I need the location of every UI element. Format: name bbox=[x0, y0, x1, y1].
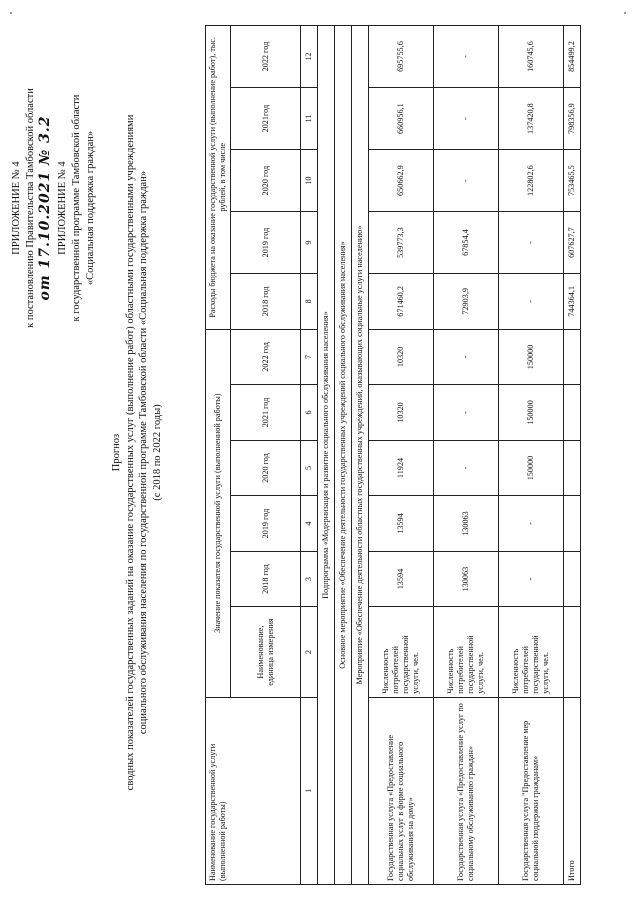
col-number: 5 bbox=[301, 440, 318, 496]
total-label: Итого bbox=[564, 697, 581, 884]
indicator-cell: - bbox=[499, 496, 564, 552]
empty-cell bbox=[564, 551, 581, 607]
empty-cell bbox=[564, 496, 581, 552]
program-ref: к государственной программе Тамбовской области bbox=[71, 94, 82, 322]
total-budget-cell: 744364,1 bbox=[564, 274, 581, 330]
col-number: 6 bbox=[301, 385, 318, 441]
budget-cell: 650662,9 bbox=[369, 150, 434, 212]
budget-cell: 695755,6 bbox=[369, 26, 434, 88]
total-budget-cell: 854499,2 bbox=[564, 26, 581, 88]
indicator-cell: 10320 bbox=[369, 385, 434, 441]
measure-title: Мероприятие «Обеспечение деятельности областных государственных учреждений, оказывающих социальные услуги населению» bbox=[352, 26, 369, 885]
col-number: 8 bbox=[301, 274, 318, 330]
column-number-row bbox=[301, 26, 318, 885]
appendix-label: ПРИЛОЖЕНИЕ № 4 bbox=[11, 161, 22, 255]
header-block bbox=[10, 28, 98, 388]
budget-cell: 67854,4 bbox=[434, 212, 499, 274]
budget-cell: 671460,2 bbox=[369, 274, 434, 330]
col-number: 12 bbox=[301, 26, 318, 88]
indicator-cell: - bbox=[434, 385, 499, 441]
indicator-cell: - bbox=[499, 551, 564, 607]
budget-cell: 660956,1 bbox=[369, 88, 434, 150]
indicator-cell: 130063 bbox=[434, 551, 499, 607]
col-service-header: Наименование государственной услуги (выполненной работы) bbox=[206, 697, 301, 884]
col-number: 10 bbox=[301, 150, 318, 212]
col-number: 1 bbox=[301, 697, 318, 884]
measure-row bbox=[352, 26, 369, 885]
subprogram-row bbox=[318, 26, 335, 885]
indicator-cell: 150000 bbox=[499, 329, 564, 385]
col-number: 7 bbox=[301, 329, 318, 385]
subprogram-title: Подпрограмма «Модернизация и развитие социального обслуживания населения» bbox=[318, 26, 335, 885]
year-header: 2020 год bbox=[231, 440, 301, 496]
empty-cell bbox=[564, 607, 581, 697]
budget-cell: - bbox=[434, 88, 499, 150]
year-header: 2019 год bbox=[231, 496, 301, 552]
indicator-cell: 13594 bbox=[369, 496, 434, 552]
title-line-3: социального обслуживания населения по государственной программе Тамбовской области «Социальная поддержка граждан» bbox=[138, 170, 149, 735]
appendix-label-2: ПРИЛОЖЕНИЕ № 4 bbox=[57, 161, 68, 255]
indicator-cell: - bbox=[434, 329, 499, 385]
document-title bbox=[110, 80, 164, 825]
budget-year-header: 2021год bbox=[231, 88, 301, 150]
budget-cell: 539773,3 bbox=[369, 212, 434, 274]
service-name: Государственная услуга "Предоставление мер социальной поддержки гражданам» bbox=[499, 697, 564, 884]
budget-cell: - bbox=[499, 274, 564, 330]
title-line-4: (с 2018 по 2022 годы) bbox=[151, 404, 163, 501]
year-header: 2018 год bbox=[231, 551, 301, 607]
indicator-cell: 130063 bbox=[434, 496, 499, 552]
table-row bbox=[434, 26, 499, 885]
main-measure-row bbox=[335, 26, 352, 885]
indicator-cell: 150000 bbox=[499, 440, 564, 496]
col-unit-header: Наименование, единица измерения bbox=[231, 607, 301, 697]
total-budget-cell: 607627,7 bbox=[564, 212, 581, 274]
budget-cell: 160745,6 bbox=[499, 26, 564, 88]
budget-year-header: 2018 год bbox=[231, 274, 301, 330]
indicator-cell: 150000 bbox=[499, 385, 564, 441]
budget-year-header: 2020 год bbox=[231, 150, 301, 212]
indicator-cell: - bbox=[434, 440, 499, 496]
total-row bbox=[564, 26, 581, 885]
budget-year-header: 2019 год bbox=[231, 212, 301, 274]
table-row bbox=[499, 26, 564, 885]
service-name: Государственная услуга «Предоставление социальных услуг в форме социального обслуживания на дому» bbox=[369, 697, 434, 884]
resolution-ref: к постановлению Правительства Тамбовской области bbox=[25, 88, 36, 328]
main-measure-title: Основное мероприятие «Обеспечение деятельности государственных учреждений социального обслуживания населения» bbox=[335, 26, 352, 885]
budget-cell: 72903,9 bbox=[434, 274, 499, 330]
col-number: 11 bbox=[301, 88, 318, 150]
unit-cell: Численность потребителей государственной услуги, чел. bbox=[499, 607, 564, 697]
indicator-cell: 11924 bbox=[369, 440, 434, 496]
title-line-1: Прогноз bbox=[111, 433, 122, 472]
total-budget-cell: 798356,9 bbox=[564, 88, 581, 150]
budget-cell: - bbox=[434, 26, 499, 88]
unit-cell: Численность потребителей государственной услуги, чел. bbox=[434, 607, 499, 697]
year-header: 2022 год bbox=[231, 329, 301, 385]
col-number: 3 bbox=[301, 551, 318, 607]
year-header: 2021 год bbox=[231, 385, 301, 441]
title-line-2: сводных показателей государственных заданий на оказание государственных услуг (выполнение работ) областными государственными учреждениями bbox=[124, 114, 136, 791]
col-number: 2 bbox=[301, 607, 318, 697]
total-budget-cell: 753465,5 bbox=[564, 150, 581, 212]
col-indicator-group: Значение показателя государственной услуги (выполненной работы) bbox=[206, 329, 231, 697]
col-budget-group: Расходы бюджета на оказание государственной услуги (выполнение работ), тыс. рублей, в том числе bbox=[206, 26, 231, 330]
handwritten-signature: от 17.10.2021 № 3.2 bbox=[37, 115, 53, 301]
indicator-cell: 13594 bbox=[369, 551, 434, 607]
budget-year-header: 2022 год bbox=[231, 26, 301, 88]
budget-cell: 122802,6 bbox=[499, 150, 564, 212]
program-name: «Социальная поддержка граждан» bbox=[85, 130, 96, 286]
budget-cell: 137420,8 bbox=[499, 88, 564, 150]
budget-cell: - bbox=[499, 212, 564, 274]
unit-cell: Численность потребителей государственной услуги, чел. bbox=[369, 607, 434, 697]
empty-cell bbox=[564, 440, 581, 496]
empty-cell bbox=[564, 329, 581, 385]
indicator-cell: 10320 bbox=[369, 329, 434, 385]
forecast-table bbox=[205, 25, 581, 885]
table-row bbox=[369, 26, 434, 885]
service-name: Государственная услуга «Предоставление услуг по социальному обслуживанию граждан» bbox=[434, 697, 499, 884]
col-number: 4 bbox=[301, 496, 318, 552]
header-row-1 bbox=[206, 26, 231, 885]
col-number: 9 bbox=[301, 212, 318, 274]
budget-cell: - bbox=[434, 150, 499, 212]
empty-cell bbox=[564, 385, 581, 441]
